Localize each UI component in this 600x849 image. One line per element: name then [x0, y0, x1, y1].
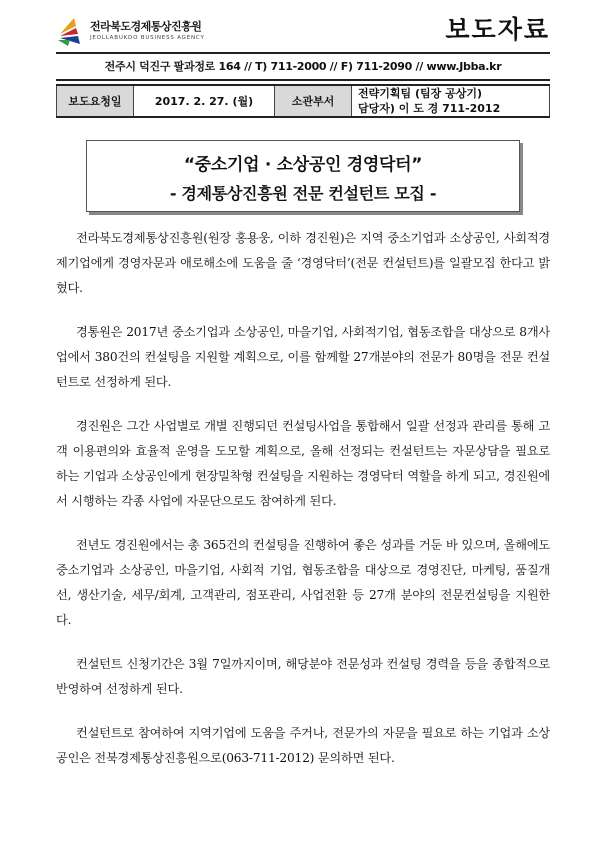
org-name-en: JEOLLABUKDO BUSINESS AGENCY	[90, 35, 205, 41]
dept-value	[352, 85, 550, 117]
dept-contact: 담당자) 이 도 경 711-2012	[358, 102, 501, 115]
headline-box	[86, 140, 520, 212]
document-header	[56, 14, 550, 48]
headline-sub: - 경제통상진흥원 전문 컨설턴트 모집 -	[169, 184, 437, 203]
meta-table	[56, 84, 550, 118]
body-paragraph: 전라북도경제통상진흥원(원장 홍용웅, 이하 경진원)은 지역 중소기업과 소상공인, 사회적경제기업에게 경영자문과 애로해소에 도움을 줄 ‘경영닥터’(전문 컨설턴트)를 일괄모집 한다고 밝혔다.	[56, 231, 550, 295]
body-paragraph: 컨설턴트로 참여하여 지역기업에 도움을 주거나, 전문가의 자문을 필요로 하는 기업과 소상공인은 전북경제통상진흥원으로(063-711-2012) 문의하면 된다.	[56, 726, 550, 765]
contact-bar: 전주시 덕진구 팔과정로 164 // T) 711-2000 // F) 711-2090 // www.Jbba.kr	[56, 52, 550, 81]
org-name: 전라북도경제통상진흥원	[90, 20, 202, 33]
headline-main: “중소기업 · 소상공인 경영닥터”	[183, 155, 423, 175]
dept-team: 전략기획팀 (팀장 공상기)	[358, 87, 482, 100]
org-block	[90, 18, 205, 41]
dept-label: 소관부서	[275, 85, 352, 117]
date-label: 보도요청일	[57, 85, 134, 117]
body-paragraph: 경통원은 2017년 중소기업과 소상공인, 마을기업, 사회적기업, 협동조합을 대상으로 8개사업에서 380건의 컨설팅을 지원할 계획으로, 이를 함께할 27개분야의 전문가 80명을 전문 컨설턴트로 선정하게 된다.	[56, 325, 550, 389]
doc-type-title: 보도자료	[445, 15, 550, 44]
body-paragraph: 경진원은 그간 사업별로 개별 진행되던 컨설팅사업을 통합해서 일괄 선정과 관리를 통해 고객 이용편의와 효율적 운영을 도모할 계획으로, 올해 선정되는 컨설턴트는 자문상담을 필요로 하는 기업과 소상공인에게 현장밀착형 컨설팅을 지원하는 경영닥터 역할을 하게 되고, 경진원에서 시행하는 각종 사업에 자문단으로도 참여하게 된다.	[56, 419, 550, 508]
article-body	[56, 226, 550, 790]
body-paragraph: 전년도 경진원에서는 총 365건의 컨설팅을 진행하여 좋은 성과를 거둔 바 있으며, 올해에도 중소기업과 소상공인, 마을기업, 사회적 기업, 협동조합을 대상으로 경영진단, 마케팅, 품질개선, 생산기술, 세무/회계, 고객관리, 점포관리, 사업전환 등 27개 분야의 전문컨설팅을 지원한다.	[56, 538, 550, 627]
date-value: 2017. 2. 27. (월)	[134, 85, 275, 117]
body-paragraph: 컨설턴트 신청기간은 3월 7일까지이며, 해당분야 전문성과 컨설팅 경력을 등을 종합적으로 반영하여 선정하게 된다.	[56, 657, 550, 696]
